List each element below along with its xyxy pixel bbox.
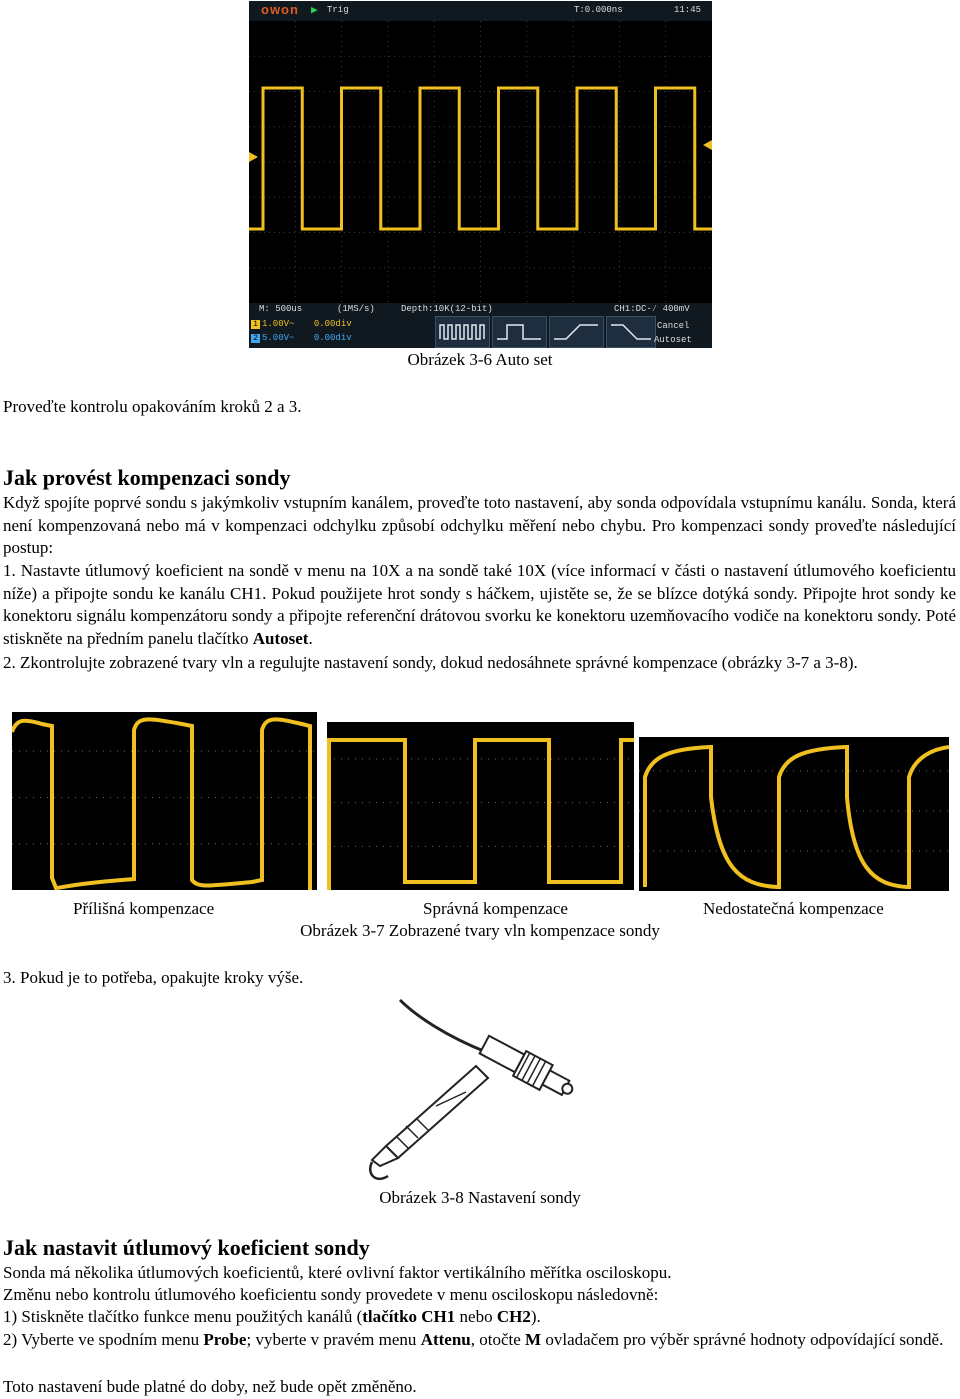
step-1-paragraph — [3, 560, 956, 650]
scope-bottom-menu — [249, 316, 712, 348]
attenuation-line-5: Toto nastavení bude platné do doby, než bude opět změněno. — [3, 1377, 417, 1396]
step-2-suffix: ovladačem pro výběr správné hodnoty odpovídající sondě. — [541, 1330, 944, 1349]
step-1-text: 1. Nastavte útlumový koeficient na sondě v menu na 10X a na sondě také 10X (více informací v části o nastavení útlumového koeficientu níže) a připojte sondu ke kanálu CH1. Pokud použijete hrot sondy s háčkem, ujistěte se, že se blízce dotýká sondy. Připojte hrot sondy ke konektoru signálu kompenzátoru sondy a připojte referenční drátovou svorku ke konektoru uzemňovacího vodiče na konektoru sondy. Poté stiskněte na předním panelu tlačítko — [3, 561, 956, 648]
run-indicator-icon: ▶ — [311, 5, 318, 17]
over-compensated-trace — [12, 719, 310, 890]
ch2-button-label: CH2 — [496, 1307, 531, 1326]
sample-rate-readout: (1MS/s) — [337, 304, 375, 314]
ch1-status — [251, 319, 352, 329]
step-2-mid-1: ; vyberte v pravém menu — [246, 1330, 421, 1349]
step-2-prefix: 2) Vyberte ve spodním menu — [3, 1330, 204, 1349]
fig-3-7-caption: Obrázek 3-7 Zobrazené tvary vln kompenzace sondy — [300, 921, 660, 940]
under-compensated-trace — [645, 747, 949, 887]
probe-menu-label: Probe — [203, 1330, 247, 1349]
attenuation-line-2: Změnu nebo kontrolu útlumového koeficientu sondy provedete v menu osciloskopu následovně: — [3, 1285, 659, 1304]
autoset-falling-edge-button[interactable] — [606, 316, 656, 348]
correctly-compensated-trace — [329, 740, 634, 890]
autoset-single-period-button[interactable] — [492, 316, 547, 348]
ch2-offset: 0.00div — [313, 333, 352, 343]
ch1-tag: 1 — [251, 320, 260, 329]
ch1-scale: 1.00V~ — [262, 319, 295, 329]
fig-3-8-caption: Obrázek 3-8 Nastavení sondy — [379, 1188, 581, 1207]
step-3-text: 3. Pokud je to potřeba, opakujte kroky výše. — [3, 968, 304, 987]
attenuation-step-2 — [3, 1329, 956, 1352]
autoset-label: Autoset — [654, 335, 692, 345]
probe-cable — [400, 1000, 486, 1052]
autoset-bold: Autoset — [252, 628, 309, 648]
ch2-scale: 5.00V~ — [262, 333, 295, 343]
clock-readout: 11:45 — [674, 5, 702, 15]
probe-illustration — [366, 996, 596, 1186]
under-compensation-waveform — [639, 737, 949, 891]
step-1-conjunction: nebo — [455, 1307, 497, 1326]
step-2-paragraph: 2. Zkontrolujte zobrazené tvary vln a regulujte nastavení sondy, dokud nedosáhnete správné kompenzace (obrázky 3-7 a 3-8). — [3, 653, 858, 672]
correct-compensation-waveform — [327, 722, 634, 890]
probe-body — [386, 1066, 488, 1158]
step-1-end: . — [308, 628, 313, 648]
autoset-rising-edge-button[interactable] — [549, 316, 604, 348]
trigger-readout: CH1:DC-∕ 400mV — [614, 304, 690, 314]
attenuation-line-1: Sonda má několika útlumových koeficientů, které ovlivní faktor vertikálního měřítka osciloskopu. — [3, 1263, 672, 1282]
ch1-button-label: tlačítko CH1 — [362, 1307, 456, 1326]
falling-edge-icon — [607, 317, 655, 347]
scope-grid-and-trace — [249, 1, 712, 348]
step-2-mid-2: , otočte — [470, 1330, 526, 1349]
single-period-icon — [493, 317, 546, 347]
step-1-prefix: 1) Stiskněte tlačítko funkce menu použitých kanálů ( — [3, 1307, 363, 1326]
fig-3-6-caption: Obrázek 3-6 Auto set — [407, 350, 553, 369]
probe-compensation-intro: Když spojíte poprvé sondu s jakýmkoliv vstupním kanálem, proveďte toto nastavení, aby sonda odpovídala vstupnímu kanálu. Sonda, která není kompenzovaná nebo má v kompenzaci odchylku způsobí odchylku měření nebo chybu. Pro kompenzaci sondy proveďte následující postup: — [3, 493, 956, 557]
section-heading-probe-attenuation: Jak nastavit útlumový koeficient sondy — [3, 1235, 370, 1260]
ch2-tag: 2 — [251, 334, 260, 343]
owon-logo: owon — [261, 2, 299, 17]
bnc-connector — [478, 1032, 579, 1103]
ch2-status — [251, 333, 352, 343]
repeat-instruction: Proveďte kontrolu opakováním kroků 2 a 3. — [3, 397, 302, 416]
correct-compensation-label: Správná kompenzace — [423, 899, 568, 918]
step-1-suffix: ). — [530, 1307, 541, 1326]
trigger-level-marker-icon — [703, 140, 712, 150]
section-heading-probe-compensation: Jak provést kompenzaci sondy — [3, 465, 291, 490]
scope-grid — [249, 21, 712, 303]
rising-edge-icon — [550, 317, 603, 347]
time-readout: T:0.000ns — [574, 5, 623, 15]
trigger-status: Trig — [327, 5, 349, 15]
attenuation-step-1 — [3, 1306, 541, 1329]
scope-status-bar — [249, 303, 712, 316]
ch1-offset: 0.00div — [313, 319, 352, 329]
attenu-menu-label: Attenu — [420, 1330, 471, 1349]
m-knob-label: M — [525, 1330, 542, 1349]
over-compensation-label: Přílišná kompenzace — [73, 899, 215, 918]
ch1-marker-icon — [249, 152, 258, 162]
scope-screenshot-autoset — [249, 1, 712, 348]
under-compensation-label: Nedostatečná kompenzace — [703, 899, 884, 918]
timebase-readout: M: 500us — [259, 304, 303, 314]
over-compensation-waveform — [12, 712, 317, 890]
depth-readout: Depth:10K(12-bit) — [401, 304, 493, 314]
square-wave-trace — [249, 88, 712, 229]
cancel-autoset-button[interactable]: Cancel — [657, 321, 690, 331]
autoset-multi-period-button[interactable] — [435, 316, 490, 348]
multi-period-icon — [436, 317, 489, 347]
